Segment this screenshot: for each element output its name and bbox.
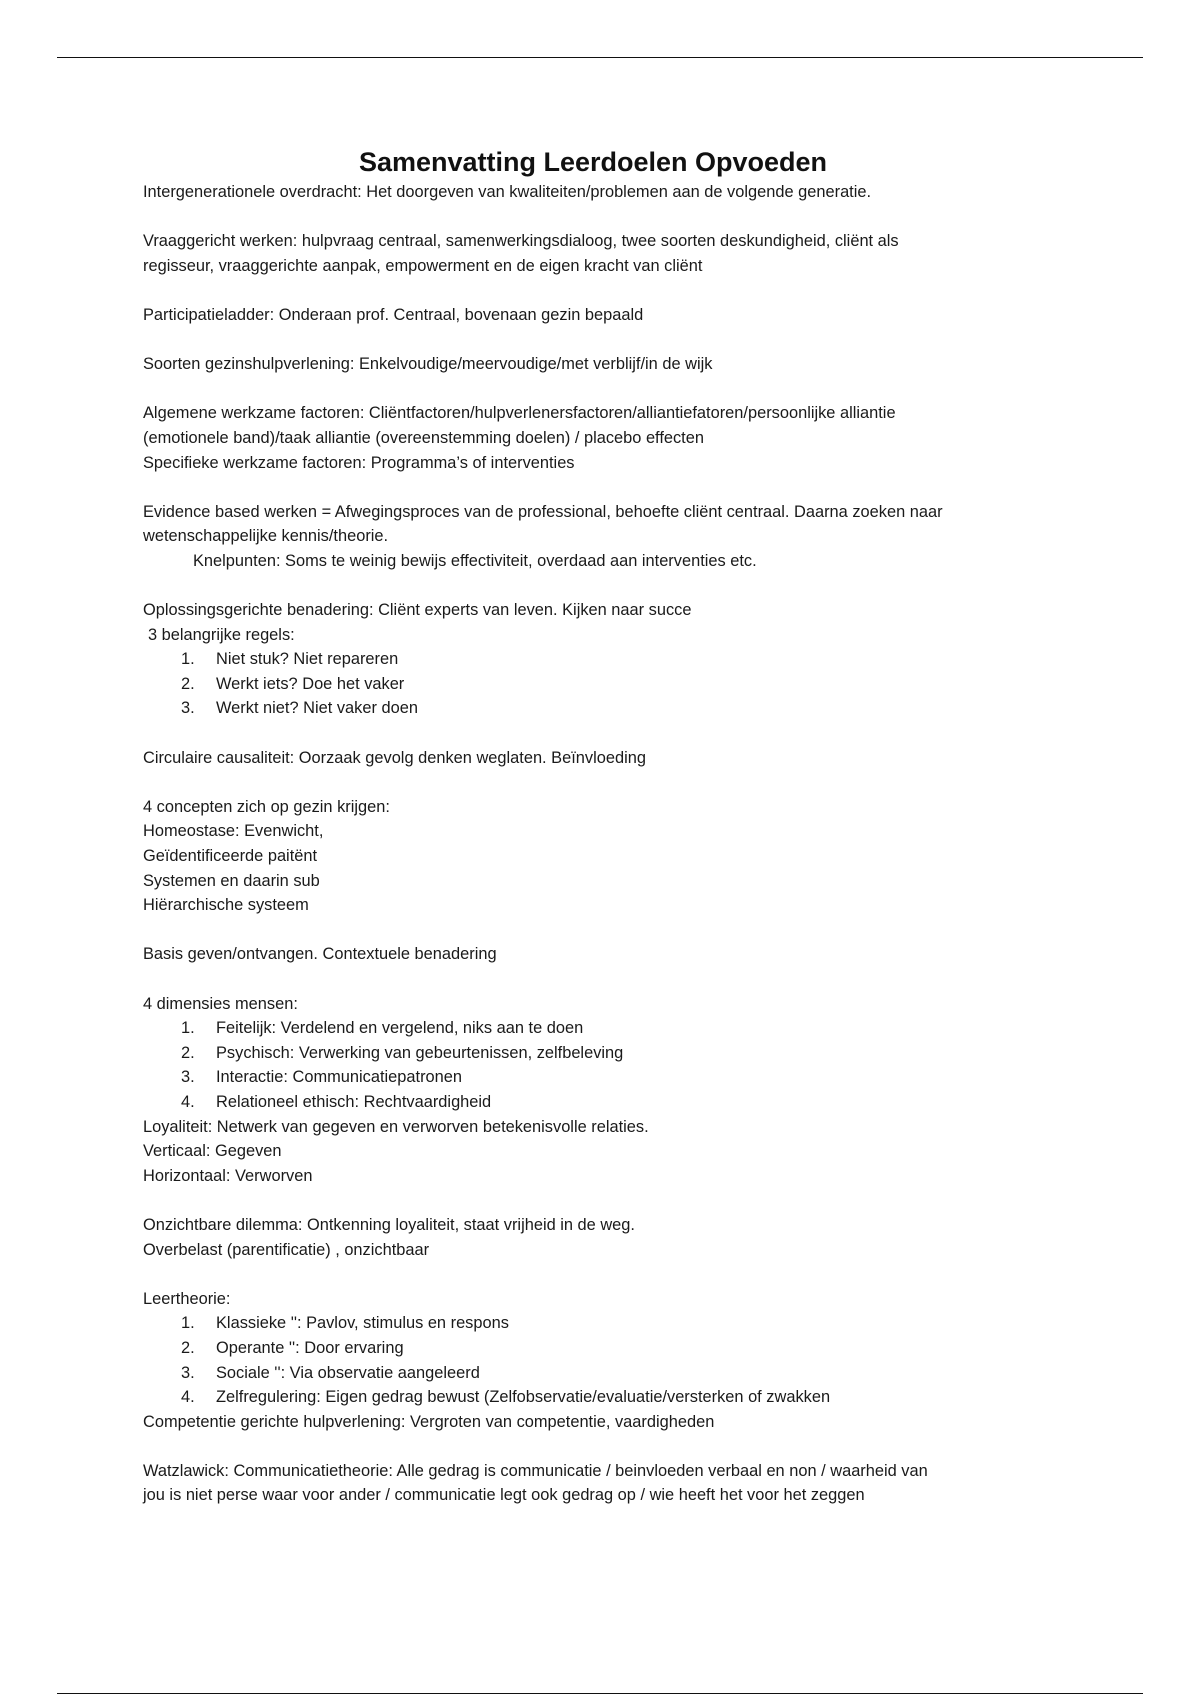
paragraph-invisible-dilemma: Onzichtbare dilemma: Ontkenning loyaliteit, staat vrijheid in de weg. (143, 1215, 635, 1234)
list-text: Psychisch: Verwerking van gebeurtenissen, zelfbeleving (216, 1043, 624, 1062)
list-item (143, 1361, 1063, 1386)
theory-list (143, 1311, 1063, 1409)
blank-line (143, 1262, 1063, 1287)
list-item (143, 696, 1063, 721)
paragraph-parentification: Overbelast (parentificatie) , onzichtbaar (143, 1240, 430, 1259)
paragraph-contextual: Basis geven/ontvangen. Contextuele benadering (143, 945, 497, 964)
blank-line (143, 721, 1063, 746)
list-number: 1. (181, 1019, 195, 1038)
paragraph-homeostasis: Homeostase: Evenwicht, (143, 822, 324, 841)
paragraph-horizontal: Horizontaal: Verworven (143, 1166, 313, 1185)
list-text: Niet stuk? Niet repareren (216, 650, 399, 669)
paragraph-circular-causality: Circulaire causaliteit: Oorzaak gevolg denken weglaten. Beïnvloeding (143, 748, 646, 767)
list-item (143, 1385, 1063, 1410)
paragraph-demand-driven: Vraaggericht werken: hulpvraag centraal, samenwerkingsdialoog, twee soorten deskundigheid, cliënt als (143, 232, 899, 251)
paragraph-evidence-based: Evidence based werken = Afwegingsproces van de professional, behoefte cliënt centraal. Daarna zoeken naar (143, 502, 943, 521)
paragraph-systems: Systemen en daarin sub (143, 871, 320, 890)
paragraph-solution-focused: Oplossingsgerichte benadering: Cliënt experts van leven. Kijken naar succe (143, 601, 692, 620)
list-text: Feitelijk: Verdelend en vergelend, niks aan te doen (216, 1019, 584, 1038)
list-number: 4. (181, 1388, 195, 1407)
paragraph-general-factors-cont: (emotionele band)/taak alliantie (overeenstemming doelen) / placebo effecten (143, 428, 704, 447)
blank-line (143, 918, 1063, 943)
paragraph-watzlawick-cont: jou is niet perse waar voor ander / communicatie legt ook gedrag op / wie heeft het voor het zeggen (143, 1486, 865, 1505)
list-number: 2. (181, 674, 195, 693)
paragraph-participation-ladder: Participatieladder: Onderaan prof. Centraal, bovenaan gezin bepaald (143, 305, 644, 324)
list-number: 2. (181, 1338, 195, 1357)
paragraph-vertical: Verticaal: Gegeven (143, 1142, 282, 1161)
paragraph-family-care-types: Soorten gezinshulpverlening: Enkelvoudige/meervoudige/met verblijf/in de wijk (143, 355, 713, 374)
paragraph-demand-driven-cont: regisseur, vraaggerichte aanpak, empowerment en de eigen kracht van cliënt (143, 256, 703, 275)
paragraph-bottlenecks: Knelpunten: Soms te weinig bewijs effectiviteit, overdaad aan interventies etc. (193, 551, 757, 570)
blank-line (143, 377, 1063, 402)
paragraph-general-factors: Algemene werkzame factoren: Cliëntfactoren/hulpverlenersfactoren/alliantiefatoren/persoonlijke alliantie (143, 404, 896, 423)
paragraph-four-dimensions: 4 dimensies mensen: (143, 994, 298, 1013)
page-footer-rule (57, 1693, 1143, 1694)
blank-line (143, 1188, 1063, 1213)
paragraph-watzlawick: Watzlawick: Communicatietheorie: Alle gedrag is communicatie / beinvloeden verbaal en non / waarheid van (143, 1461, 928, 1480)
list-text: Zelfregulering: Eigen gedrag bewust (Zelfobservatie/evaluatie/versterken of zwakken (216, 1388, 831, 1407)
paragraph-identified-patient: Geïdentificeerde paitënt (143, 847, 318, 866)
list-number: 4. (181, 1092, 195, 1111)
document-body (143, 144, 1063, 1508)
paragraph-competence: Competentie gerichte hulpverlening: Vergroten van competentie, vaardigheden (143, 1412, 715, 1431)
list-number: 1. (181, 650, 195, 669)
list-text: Operante '': Door ervaring (216, 1338, 404, 1357)
paragraph-three-rules: 3 belangrijke regels: (148, 625, 295, 644)
paragraph-evidence-based-cont: wetenschappelijke kennis/theorie. (143, 527, 389, 546)
list-text: Interactie: Communicatiepatronen (216, 1068, 462, 1087)
list-number: 2. (181, 1043, 195, 1062)
list-item (143, 1311, 1063, 1336)
list-text: Werkt iets? Doe het vaker (216, 674, 405, 693)
blank-line (143, 475, 1063, 500)
list-text: Sociale '': Via observatie aangeleerd (216, 1363, 480, 1382)
paragraph-specific-factors: Specifieke werkzame factoren: Programma’s of interventies (143, 453, 575, 472)
document-title: Samenvatting Leerdoelen Opvoeden (358, 147, 828, 177)
paragraph-hierarchical: Hiërarchische systeem (143, 896, 309, 915)
blank-line (143, 328, 1063, 353)
list-number: 1. (181, 1314, 195, 1333)
list-text: Relationeel ethisch: Rechtvaardigheid (216, 1092, 492, 1111)
paragraph-learning-theory: Leertheorie: (143, 1289, 231, 1308)
list-item (143, 1336, 1063, 1361)
list-number: 3. (181, 699, 195, 718)
blank-line (143, 770, 1063, 795)
list-item (143, 1041, 1063, 1066)
blank-line (143, 967, 1063, 992)
page-header-rule (57, 57, 1143, 58)
dimensions-list (143, 1016, 1063, 1114)
list-number: 3. (181, 1363, 195, 1382)
paragraph-intergenerational: Intergenerationele overdracht: Het doorgeven van kwaliteiten/problemen aan de volgende generatie. (143, 183, 872, 201)
blank-line (143, 1434, 1063, 1459)
paragraph-four-concepts: 4 concepten zich op gezin krijgen: (143, 797, 390, 816)
paragraph-loyalty: Loyaliteit: Netwerk van gegeven en verworven betekenisvolle relaties. (143, 1117, 649, 1136)
list-item (143, 1016, 1063, 1041)
list-number: 3. (181, 1068, 195, 1087)
blank-line (143, 278, 1063, 303)
list-text: Werkt niet? Niet vaker doen (216, 699, 418, 718)
list-item (143, 1065, 1063, 1090)
list-text: Klassieke '': Pavlov, stimulus en respons (216, 1314, 509, 1333)
blank-line (143, 574, 1063, 599)
list-item (143, 672, 1063, 697)
list-item (143, 1090, 1063, 1115)
rules-list (143, 647, 1063, 721)
list-item (143, 647, 1063, 672)
blank-line (143, 205, 1063, 230)
